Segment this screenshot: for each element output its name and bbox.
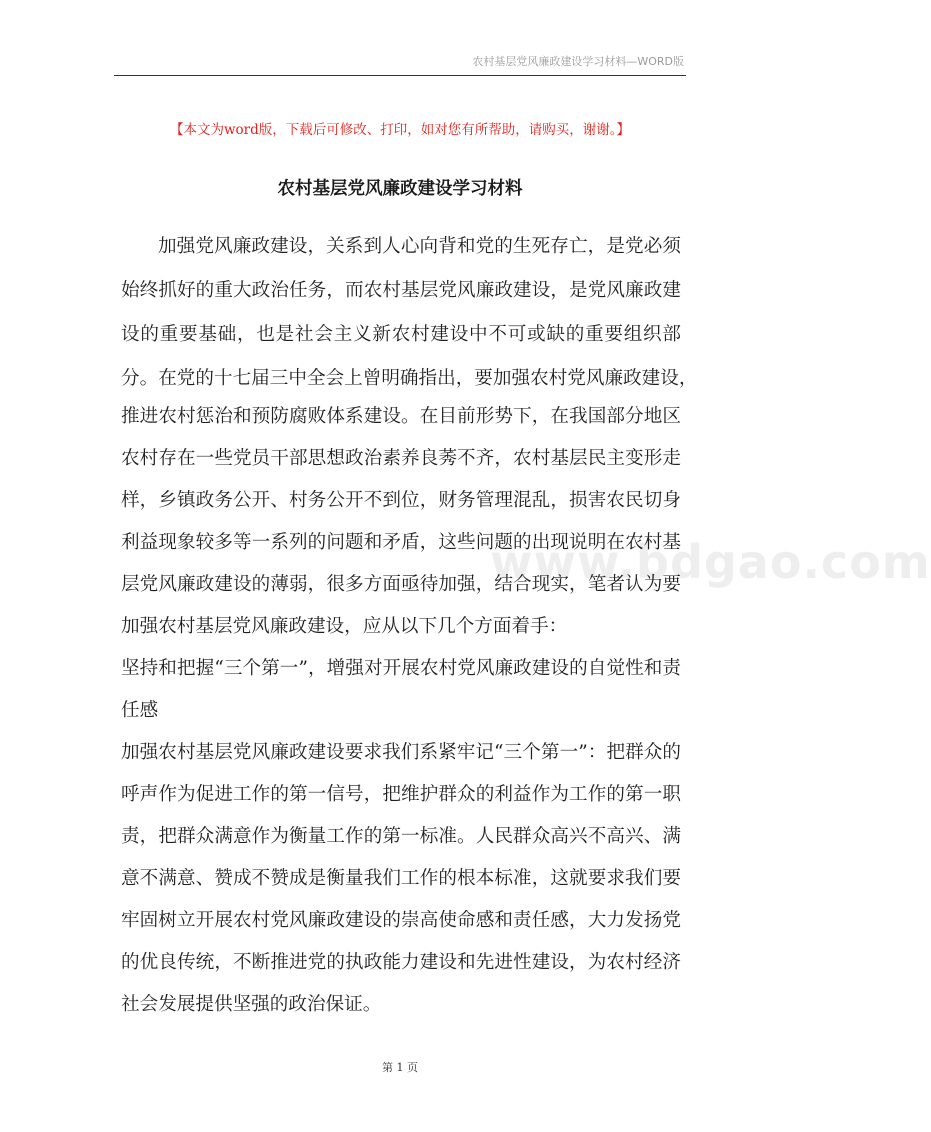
- document-title: 农村基层党风廉政建设学习材料: [277, 179, 523, 199]
- body-line: 加强农村基层党风廉政建设要求我们系紧牢记“三个第一”：把群众的: [121, 742, 681, 763]
- body-line: 牢固树立开展农村党风廉政建设的崇高使命感和责任感，大力发扬党: [121, 910, 681, 931]
- body-line: 设的重要基础，也是社会主义新农村建设中不可或缺的重要组织部: [121, 324, 681, 345]
- section-heading-line: 坚持和把握“三个第一”，增强对开展农村党风廉政建设的自觉性和责: [121, 658, 681, 679]
- body-line: 农村存在一些党员干部思想政治素养良莠不齐，农村基层民主变形走: [121, 448, 681, 469]
- body-line: 样，乡镇政务公开、村务公开不到位，财务管理混乱，损害农民切身: [121, 490, 681, 511]
- purchase-notice: 【本文为word版，下载后可修改、打印，如对您有所帮助，请购买，谢谢。】: [169, 122, 631, 138]
- header-divider: [114, 75, 686, 76]
- running-header: 农村基层党风廉政建设学习材料—WORD版: [472, 55, 684, 68]
- body-line: 分。在党的十七届三中全会上曾明确指出，要加强农村党风廉政建设，: [121, 368, 698, 389]
- body-line: 始终抓好的重大政治任务，而农村基层党风廉政建设，是党风廉政建: [121, 280, 681, 301]
- body-line: 呼声作为促进工作的第一信号，把维护群众的利益作为工作的第一职: [121, 784, 681, 805]
- body-line: 的优良传统，不断推进党的执政能力建设和先进性建设，为农村经济: [121, 952, 681, 973]
- body-line: 社会发展提供坚强的政治保证。: [121, 994, 382, 1015]
- body-line: 加强农村基层党风廉政建设，应从以下几个方面着手：: [121, 616, 568, 637]
- body-line: 利益现象较多等一系列的问题和矛盾，这些问题的出现说明在农村基: [121, 532, 681, 553]
- watermark: www.bdgao.com: [490, 535, 931, 589]
- section-heading-line: 任感: [121, 700, 159, 721]
- page-number: 第 1 页: [382, 1061, 418, 1074]
- body-line: 推进农村惩治和预防腐败体系建设。在目前形势下，在我国部分地区: [121, 406, 681, 427]
- body-line: 责，把群众满意作为衡量工作的第一标准。人民群众高兴不高兴、满: [121, 826, 681, 847]
- body-line: 层党风廉政建设的薄弱，很多方面亟待加强，结合现实，笔者认为要: [121, 574, 681, 595]
- body-line: 加强党风廉政建设，关系到人心向背和党的生死存亡，是党必须: [158, 236, 681, 257]
- body-line: 意不满意、赞成不赞成是衡量我们工作的根本标准，这就要求我们要: [121, 868, 681, 889]
